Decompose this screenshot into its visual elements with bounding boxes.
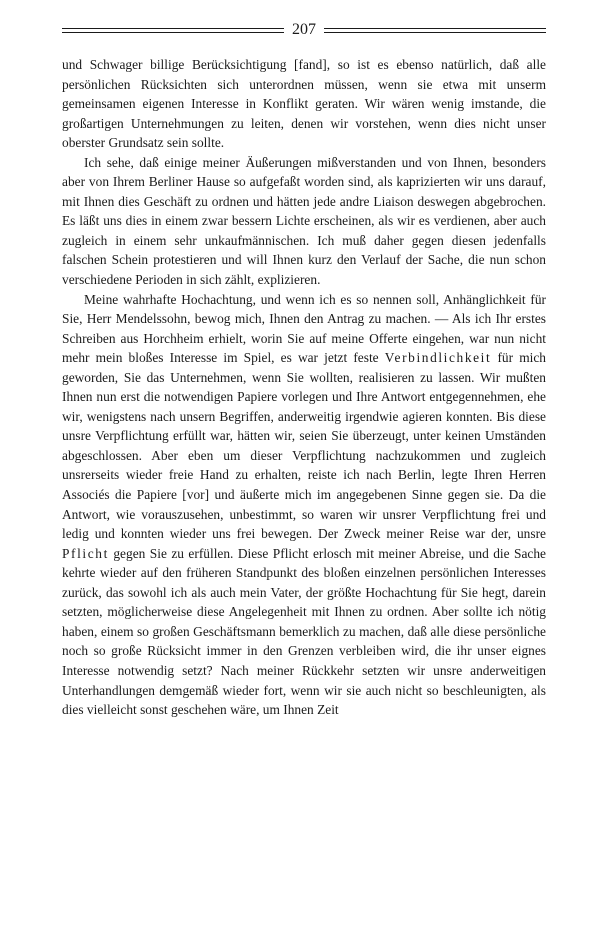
paragraph-3	[62, 290, 546, 720]
paragraph-1: und Schwager billige Berücksichtigung [fand], so ist es ebenso natürlich, daß alle persönlichen Rücksichten sich unterordnen müssen, wenn sie etwa mit unserm gemeinsamen eigenen Interesse in Konflikt geraten. Wir wären wenig imstande, die großartigen Unternehmungen zu leiten, denen wir vorstehen, wenn dies nicht unser oberster Grundsatz sein sollte.	[62, 57, 546, 151]
paragraph-2: Ich sehe, daß einige meiner Äußerungen mißverstanden und von Ihnen, besonders aber von Ihrem Berliner Hause so aufgefaßt worden sind, als kaprizierten wir uns darauf, mit Ihnen dies Geschäft zu ordnen und hätten jede andre Liaison deswegen abgebrochen. Es läßt uns dies in einem zwar bessern Lichte erscheinen, als wir es verdienen, aber auch zugleich in einem sehr unkaufmännischen. Ich muß daher gegen diesen jedenfalls falschen Schein protestieren und will Ihnen kurz den Verlauf der Sache, die nun schon verschiedene Perioden in sich zählt, explizieren.	[62, 154, 546, 288]
page-header	[62, 18, 546, 42]
paragraph-3-text-b: für mich geworden, Sie das Unternehmen, wenn Sie wollten, realisieren zu lassen. Wir mußten Ihnen nun erst die notwendigen Papiere vorlegen und Ihre Antwort entgegennehmen, ehe wir, wenigstens nach unsern Begriffen, anderweitig irgendwie agieren konnten. Bis diese unsre Verpflichtung erfüllt war, hätten wir, seien Sie überzeugt, unter keinen Umständen abgeschlossen. Aber eben um dieser Verpflichtung nachzukommen und zugleich unsrerseits wieder freie Hand zu erhalten, reiste ich nach Berlin, legte Ihren Herren Associés die Papiere [vor] und äußerte mich im angegebenen Sinne gegen sie. Da die Antwort, wie vorauszusehen, unbestimmt, so waren wir unsrer Verpflichtung frei und ledig und konnten wieder uns frei bewegen. Der Zweck meiner Reise war der, unsre	[62, 350, 546, 542]
book-page	[62, 18, 546, 720]
emphasis-pflicht: Pflicht	[62, 545, 109, 561]
emphasis-verbindlichkeit: Verbindlichkeit	[384, 350, 492, 366]
header-rule-right	[324, 27, 546, 34]
paragraph-3-text-c: gegen Sie zu erfüllen. Diese Pflicht erlosch mit meiner Abreise, und die Sache kehrte wieder auf den früheren Standpunkt des bloßen einzelnen persönlichen Interesses zurück, das sowohl ich als auch mein Vater, der größte Hochachtung für Sie hegt, darein setzten, möglicherweise diese Angelegenheit mit Ihnen zu ordnen. Aber sollte ich nötig haben, einem so großen Geschäftsmann bemerklich zu machen, daß alle diese persönliche noch so große Rücksicht immer in den Grenzen verbleiben wird, die ihr unser eignes Interesse notwendig setzt? Nach meiner Rückkehr setzten wir unsre anderweitigen Unterhandlungen demgemäß wieder fort, wenn wir sie auch nicht so beschleunigten, als dies vielleicht sonst geschehen wäre, um Ihnen Zeit	[62, 545, 546, 718]
paragraph-3-text-a: Meine wahrhafte Hochachtung, und wenn ich es so nennen soll, Anhänglichkeit für Sie, Herr Mendelssohn, bewog mich, Ihnen den Antrag zu machen. — Als ich Ihr erstes Schreiben aus Horchheim erhielt, worin Sie auf meine Offerte eingehen, war nun nicht mehr mein bloßes Interesse im Spiel, es war jetzt feste	[62, 291, 546, 366]
page-number: 207	[292, 21, 316, 38]
header-rule-left	[62, 27, 284, 34]
